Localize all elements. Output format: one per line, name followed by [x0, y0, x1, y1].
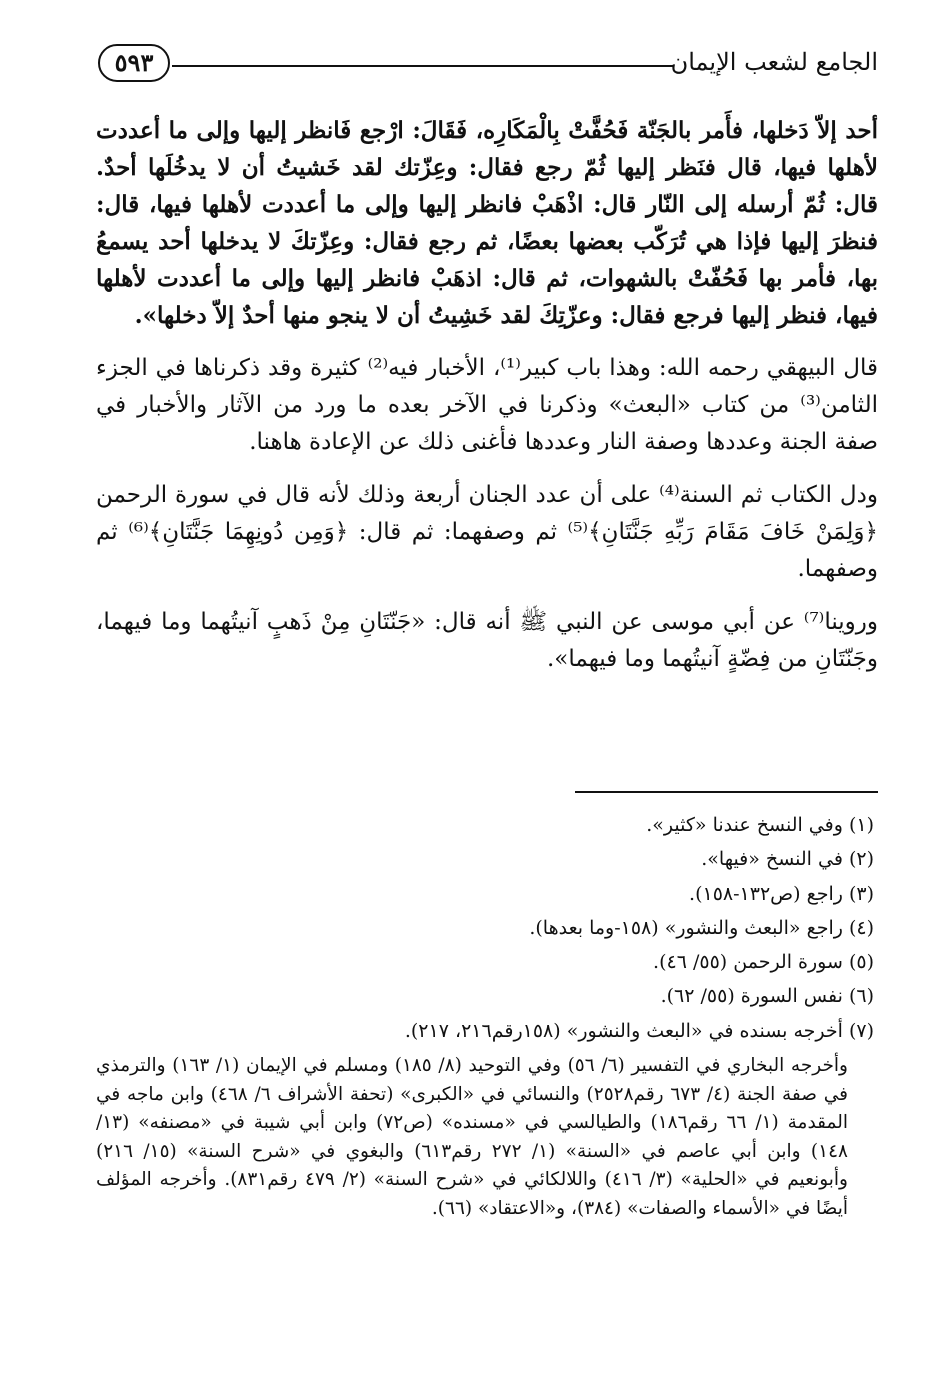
header-rule	[172, 65, 673, 67]
bayhaqi-paragraph: قال البيهقي رحمه الله: وهذا باب كبير⁽¹⁾، الأخبار فيه⁽²⁾ كثيرة وقد ذكرناها في الجزء الثامن⁽³⁾ من كتاب «البعث» وذكرنا في الآخر بعده ما ورد من الآثار والأخبار في صفة الجنة وعددها وصفة النار وعددها فأغنى ذلك عن الإعادة هاهنا.	[96, 355, 878, 455]
abu-musa-paragraph: وروينا⁽⁷⁾ عن أبي موسى عن النبي ﷺ أنه قال: «جَنّتَانِ مِنْ ذَهبٍ آنيتُهما وما فيهما، وجَنّتَانِ من فِضّةٍ آنيتُهما وما فيهما».	[96, 609, 878, 672]
footnote-3: (٣) راجع (ص١٣٢-١٥٨).	[689, 882, 874, 905]
quran-paragraph: ودل الكتاب ثم السنة⁽⁴⁾ على أن عدد الجنان أربعة وذلك لأنه قال في سورة الرحمن ﴿وَلِمَنْ خَافَ مَقَامَ رَبِّهِ جَنَّتَانِ﴾⁽⁵⁾ ثم وصفهما: ثم قال: ﴿وَمِن دُونِهِمَا جَنَّتَانِ﴾⁽⁶⁾ ثم وصفهما.	[96, 482, 879, 582]
footnote-1: (١) وفي النسخ عندنا «كثير».	[646, 814, 874, 836]
page-number-badge: ٥٩٣	[98, 44, 170, 82]
footnote-6: (٦) نفس السورة (٥٥/ ٦٢).	[660, 985, 874, 1008]
page-header	[98, 38, 878, 88]
footnotes	[96, 808, 874, 1224]
footnote-2: (٢) في النسخ «فيها».	[701, 848, 874, 871]
footnote-5: (٥) سورة الرحمن (٥٥/ ٤٦).	[653, 951, 874, 974]
running-title: الجامع لشعب الإيمان	[670, 48, 878, 76]
footnote-separator	[575, 791, 878, 793]
main-text	[96, 112, 878, 678]
footnote-7-details: وأخرجه البخاري في التفسير (٦/ ٥٦) وفي التوحيد (٨/ ١٨٥) ومسلم في الإيمان (١/ ١٦٣) والترمذي في صفة الجنة (٤/ ٦٧٣ رقم٢٥٢٨) والنسائي في «الكبرى» (تحفة الأشراف ٦/ ٤٦٨) وابن ماجه في المقدمة (١/ ٦٦ رقم١٨٦) والطيالسي في «مسنده» (ص٧٢) وابن أبي شيبة في «مصنفه» (١٣/ ١٤٨) وابن أبي عاصم في «السنة» (١/ ٢٧٢ رقم٦١٣) والبغوي في «شرح السنة» (١٥/ ٢١٦) وأبونعيم في «الحلية» (٣/ ٤١٦) واللالكائي في «شرح السنة» (٢/ ٤٧٩ رقم٨٣١). وأخرجه المؤلف أيضًا في «الأسماء والصفات» (٣٨٤)، و«الاعتقاد» (٦٦).	[96, 1055, 849, 1220]
hadith-paragraph: أحد إلاّ دَخلها، فأَمر بالجَنّة فَحُفَّتْ بِالْمَكَارِه، فَقَالَ: ارْجع فَانظر إليها وإلى ما أعددت لأهلها فيها، قال فنَظر إليها ثُمّ رجع فقال: وعِزّتك لقد خَشيتُ أن لا يدخُلَها أحدٌ. قال: ثُمّ أرسله إلى النّار قال: اذْهَبْ فانظر إليها وإلى ما أعددت لأهلها فيها، قال: فنظرَ إليها فإذا هي تُرَكّب بعضها بعضًا، ثم رجع فقال: وعِزّتكَ لا يدخلها أحد يسمعُ بها، فأمر بها فَحُفّتْ بالشهوات، ثم قال: اذهَبْ فانظر إليها وإلى ما أعددت لأهلها فيها، فنظر إليها فرجع فقال: وعزّتِكَ لقد خَشِيتُ أن لا ينجو منها أحدٌ إلاّ دخلها».	[96, 117, 878, 329]
footnote-4: (٤) راجع «البعث والنشور» (١٥٨-وما بعدها).	[529, 916, 874, 939]
footnote-7: (٧) أخرجه بسنده في «البعث والنشور» (١٥٨رقم٢١٦، ٢١٧).	[404, 1019, 874, 1042]
